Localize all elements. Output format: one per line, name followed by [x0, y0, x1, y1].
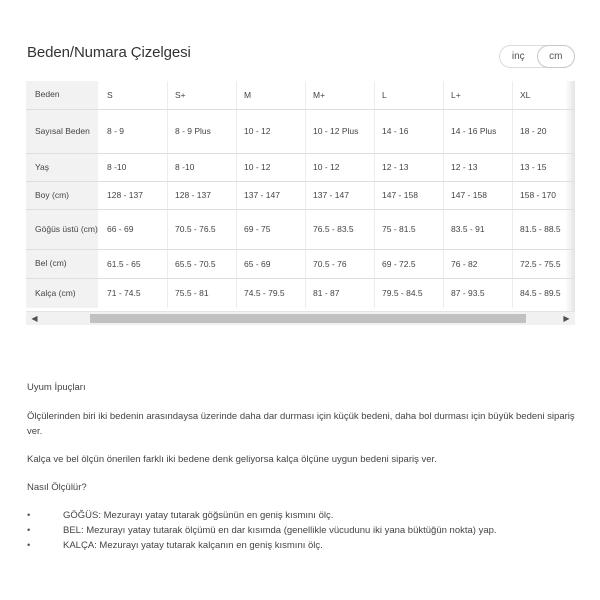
table-row	[26, 109, 575, 153]
fit-tips-heading: Uyum İpuçları	[27, 382, 86, 393]
table-row	[26, 81, 575, 109]
table-cell: 12 - 13	[443, 153, 512, 181]
row-header: Göğüs üstü (cm)	[26, 209, 98, 249]
table-cell: 70.5 - 76.5	[167, 209, 236, 249]
table-cell: 128 - 137	[98, 181, 167, 209]
table-cell: 8 - 9	[98, 109, 167, 153]
table-cell: 10 - 12	[236, 109, 305, 153]
table-row	[26, 153, 575, 181]
table-cell: L	[374, 81, 443, 109]
scroll-left-icon[interactable]: ◀	[31, 314, 38, 323]
row-header: Sayısal Beden	[26, 109, 98, 153]
table-cell: 8 - 9 Plus	[167, 109, 236, 153]
table-cell: 10 - 12	[305, 153, 374, 181]
table-cell: 75.5 - 81	[167, 278, 236, 308]
how-to-measure-heading: Nasıl Ölçülür?	[27, 482, 87, 493]
horizontal-scrollbar[interactable]	[26, 311, 575, 325]
table-cell: 71 - 74.5	[107, 288, 141, 299]
row-header: Kalça (cm)	[26, 278, 98, 308]
size-table-container[interactable]	[26, 81, 575, 311]
table-overflow-shadow	[565, 81, 575, 311]
row-header: Bel (cm)	[26, 249, 98, 278]
list-item: • KALÇA: Mezurayı yatay tutarak kalçanın en geniş kısmını ölç.	[27, 538, 575, 553]
row-header: Boy (cm)	[26, 181, 98, 209]
table-cell: M+	[305, 81, 374, 109]
table-cell: 10 - 12 Plus	[305, 109, 374, 153]
table-cell: 128 - 137	[167, 181, 236, 209]
table-row	[26, 249, 575, 278]
unit-option-inch[interactable]: inç	[511, 51, 525, 62]
table-cell: 72.5 - 75.5	[512, 249, 575, 278]
list-item: • BEL: Mezurayı yatay tutarak ölçümü en dar kısımda (genellikle vücudunu iki yana büktüğün nokta) yap.	[27, 523, 575, 538]
table-cell: 12 - 13	[374, 153, 443, 181]
table-cell: 79.5 - 84.5	[374, 278, 443, 308]
table-cell: 69 - 72.5	[374, 249, 443, 278]
table-cell: 81 - 87	[305, 278, 374, 308]
table-cell: 147 - 158	[443, 181, 512, 209]
table-cell: 84.5 - 89.5	[512, 278, 575, 308]
fit-tip-paragraph: Kalça ve bel ölçün önerilen farklı iki bedene denk geliyorsa kalça ölçüne uygun bedeni sipariş ver.	[27, 454, 437, 465]
table-row	[26, 181, 575, 209]
table-cell: 65.5 - 70.5	[167, 249, 236, 278]
table-cell: 137 - 147	[305, 181, 374, 209]
fit-tips-section	[27, 380, 575, 553]
table-cell: 137 - 147	[236, 181, 305, 209]
table-cell: 66 - 69	[98, 209, 167, 249]
table-cell: 18 - 20	[512, 109, 575, 153]
table-cell: 83.5 - 91	[443, 209, 512, 249]
scroll-right-icon[interactable]: ▶	[563, 314, 570, 323]
table-cell: 76.5 - 83.5	[305, 209, 374, 249]
fit-tip-paragraph: Ölçülerinden biri iki bedenin arasındaysa üzerinde daha dar durması için küçük bedeni, daha bol durması için büyük bedeni sipariş ver.	[27, 411, 575, 437]
table-cell: 65 - 69	[236, 249, 305, 278]
table-cell: 61.5 - 65	[98, 249, 167, 278]
row-header: Beden	[26, 81, 98, 109]
table-cell: 87 - 93.5	[443, 278, 512, 308]
row-header: Yaş	[26, 153, 98, 181]
table-cell: 13 - 15	[512, 153, 575, 181]
table-cell: S+	[167, 81, 236, 109]
table-cell: S	[98, 81, 167, 109]
table-cell: XL	[512, 81, 575, 109]
table-row	[26, 209, 575, 249]
table-cell: 14 - 16	[374, 109, 443, 153]
table-cell: 70.5 - 76	[305, 249, 374, 278]
table-cell: 14 - 16 Plus	[443, 109, 512, 153]
table-row	[26, 278, 575, 308]
list-item: • GÖĞÜS: Mezurayı yatay tutarak göğsünün en geniş kısmını ölç.	[27, 508, 575, 523]
table-cell: 74.5 - 79.5	[236, 278, 305, 308]
table-cell: 81.5 - 88.5	[512, 209, 575, 249]
table-cell: 8 -10	[167, 153, 236, 181]
unit-toggle[interactable]	[499, 45, 575, 68]
table-cell: 10 - 12	[236, 153, 305, 181]
page-title: Beden/Numara Çizelgesi	[27, 44, 191, 61]
table-cell: 69 - 75	[236, 209, 305, 249]
table-cell: 8 -10	[98, 153, 167, 181]
unit-option-cm[interactable]: cm	[537, 45, 576, 68]
table-cell: 147 - 158	[374, 181, 443, 209]
measure-list	[27, 508, 575, 553]
size-table	[26, 81, 575, 308]
scrollbar-thumb[interactable]	[90, 314, 526, 323]
table-cell: L+	[443, 81, 512, 109]
table-cell: 76 - 82	[443, 249, 512, 278]
table-cell: M	[236, 81, 305, 109]
table-cell: 75 - 81.5	[374, 209, 443, 249]
table-cell: 158 - 170	[512, 181, 575, 209]
